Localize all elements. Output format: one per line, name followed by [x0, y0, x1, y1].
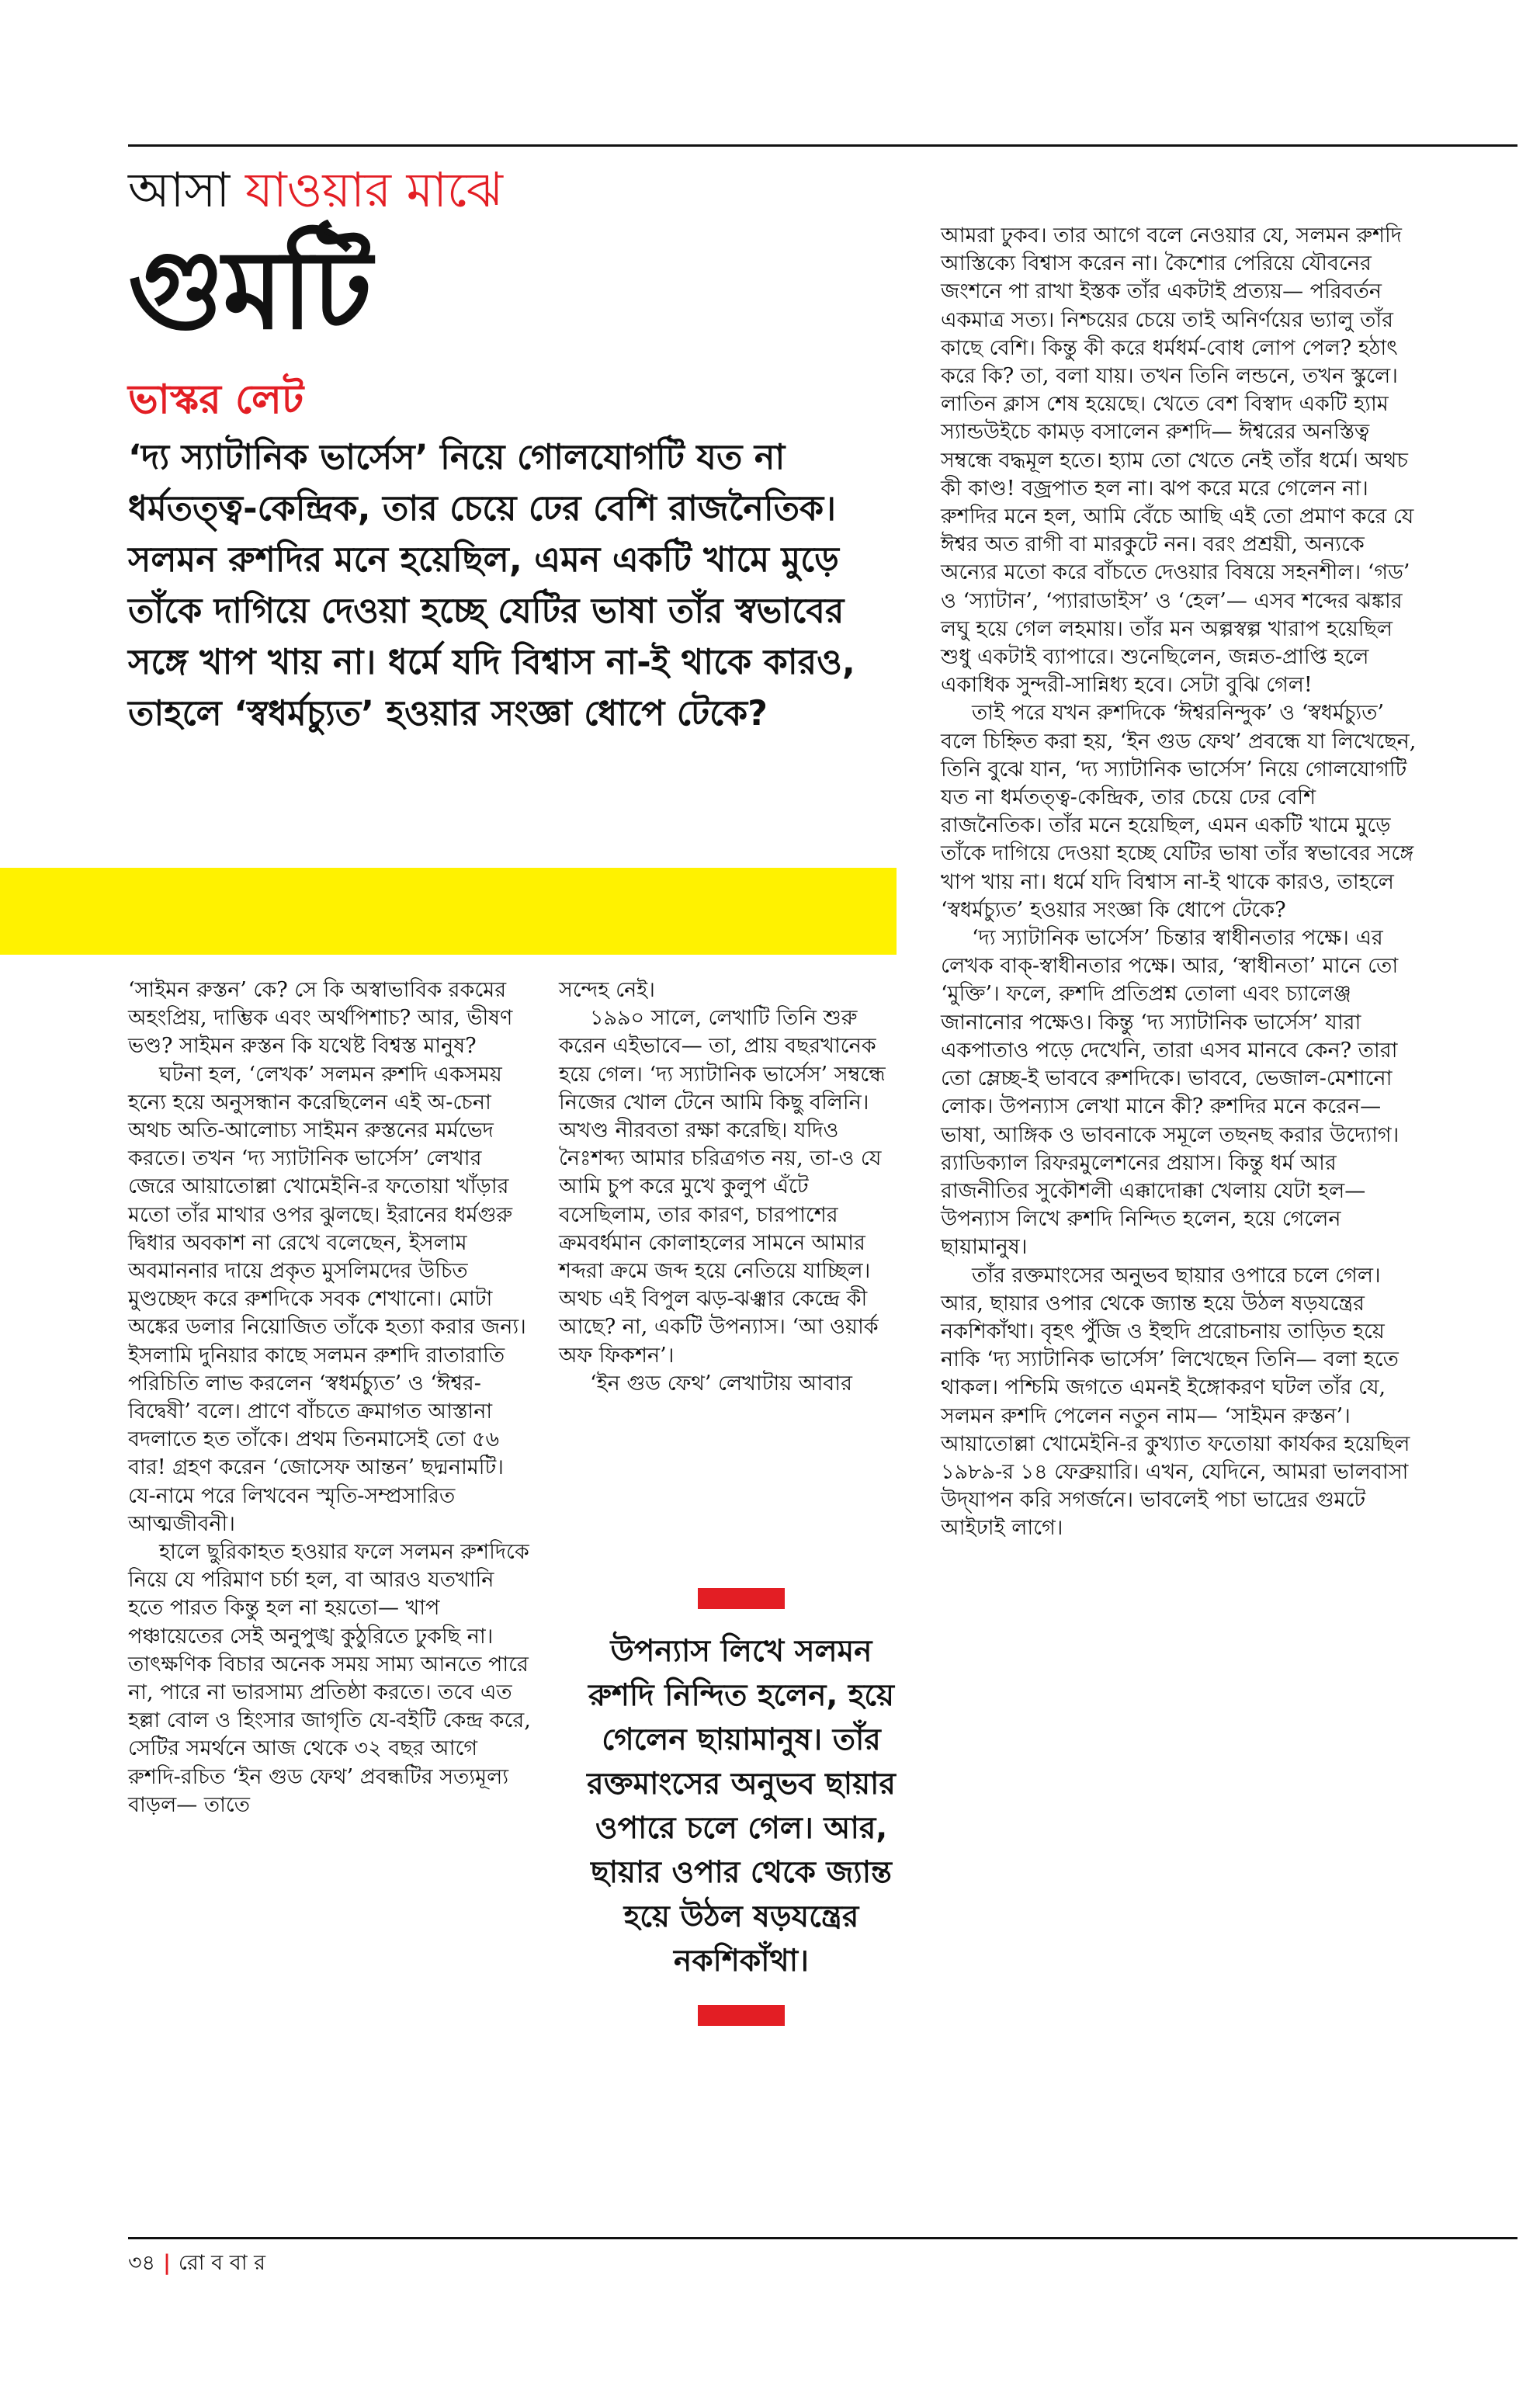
article-header — [128, 159, 904, 740]
paragraph: সন্দেহ নেই। — [559, 978, 655, 1002]
paragraph: তাই পরে যখন রুশদিকে ‘ঈশ্বরনিন্দুক’ ও ‘স্বধর্মচ্যুত’ বলে চিহ্নিত করা হয়, ‘ইন গুড ফেথ’ প্রবন্ধে যা লিখেছেন, তিনি বুঝে যান, ‘দ্য স্যাটানিক ভার্সেস’ নিয়ে গোলযোগটি যত না ধর্মতত্ত্ব-কেন্দ্রিক, তার চেয়ে ঢের বেশি রাজনৈতিক। তাঁর মনে হয়েছিল, এমন একটি খামে মুড়ে তাঁকে দাগিয়ে দেওয়া হচ্ছে যেটির ভাষা তাঁর স্বভাবের সঙ্গে খাপ খায় না। ধর্মে যদি বিশ্বাস না-ই থাকে কারও, তাহলে ‘স্বধর্মচ্যুত’ হওয়ার সংজ্ঞা কি ধোপে টেকে? — [941, 701, 1417, 922]
bottom-rule — [128, 2237, 1517, 2239]
pull-quote — [578, 1588, 904, 2026]
paragraph: ‘ইন গুড ফেথ’ লেখাটায় আবার — [590, 1371, 852, 1396]
section-kicker — [128, 159, 904, 221]
pull-quote-text: উপন্যাস লিখে সলমন রুশদি নিন্দিত হলেন, হয়ে গেলেন ছায়ামানুষ। তাঁর রক্তমাংসের অনুভব ছায়ার ওপারে চলে গেল। আর, ছায়ার ওপার থেকে জ্যান্ত হয়ে উঠল ষড়যন্ত্রের নকশিকাঁথা। — [587, 1634, 896, 1979]
page-footer — [128, 2247, 265, 2282]
paragraph: ‘দ্য স্যাটানিক ভার্সেস’ চিন্তার স্বাধীনতার পক্ষে। এর লেখক বাক্-স্বাধীনতার পক্ষে। আর, ‘স্বাধীনতা’ মানে তো ‘মুক্তি’। ফলে, রুশদি প্রতিপ্রশ্ন তোলা এবং চ্যালেঞ্জ জানানোর পক্ষেও। কিন্তু ‘দ্য স্যাটানিক ভার্সেস’ যারা একপাতাও পড়ে দেখেনি, তারা এসব মানবে কেন? তারা তো ম্লেচ্ছ-ই ভাববে রুশদিকে। ভাববে, ভেজাল-মেশানো লোক। উপন্যাস লেখা মানে কী? রুশদির মনে করেন— ভাষা, আঙ্গিক ও ভাবনাকে সমূলে তছনছ করার উদ্যোগ। র‌্যাডিক্যাল রিফরমুলেশনের প্রয়াস। কিন্তু ধর্ম আর রাজনীতির সুকৌশলী এক্কাদোক্কা খেলায় যেটা হল— উপন্যাস লিখে রুশদি নিন্দিত হলেন, হয়ে গেলেন ছায়ামানুষ। — [941, 926, 1400, 1260]
standfirst: ‘দ্য স্যাটানিক ভার্সেস’ নিয়ে গোলযোগটি যত না ধর্মতত্ত্ব-কেন্দ্রিক, তার চেয়ে ঢের বেশি রাজনৈতিক। সলমন রুশদির মনে হয়েছিল, এমন একটি খামে মুড়ে তাঁকে দাগিয়ে দেওয়া হচ্ছে যেটির ভাষা তাঁর স্বভাবের সঙ্গে খাপ খায় না। ধর্মে যদি বিশ্বাস না-ই থাকে কারও, তাহলে ‘স্বধর্মচ্যুত’ হওয়ার সংজ্ঞা ধোপে টেকে? — [128, 438, 855, 734]
footer-separator: | — [163, 2251, 171, 2275]
author-byline: ভাস্কর লেট — [128, 376, 304, 423]
kicker-part-1: আসা — [128, 161, 231, 218]
paragraph: আমরা ঢুকব। তার আগে বলে নেওয়ার যে, সলমন রুশদি আস্তিক্যে বিশ্বাস করেন না। কৈশোর পেরিয়ে যৌবনের জংশনে পা রাখা ইস্তক তাঁর একটাই প্রত্যয়— পরিবর্তন একমাত্র সত্য। নিশ্চয়ের চেয়ে তাই অনির্ণয়ের ভ্যালু তাঁর কাছে বেশি। কিন্তু কী করে ধর্মধর্ম-বোধ লোপ পেল? হঠাৎ করে কি? তা, বলা যায়। তখন তিনি লন্ডনে, তখন স্কুলে। লাতিন ক্লাস শেষ হয়েছে। খেতে বেশ বিস্বাদ একটি হ্যাম স্যান্ডউইচে কামড় বসালেন রুশদি— ঈশ্বরের অনস্তিত্ব সম্বন্ধে বদ্ধমূল হতে। হ্যাম তো খেতে নেই তাঁর ধর্মে। অথচ কী কাণ্ড! বজ্রপাত হল না। ঝপ করে মরে গেলেন না। রুশদির মনে হল, আমি বেঁচে আছি এই তো প্রমাণ করে যে ঈশ্বর অত রাগী বা মারকুটে নন। বরং প্রশ্রয়ী, অন্যকে অন্যের মতো করে বাঁচতে দেওয়ার বিষয়ে সহনশীল। ‘গড’ ও ‘স্যাটান’, ‘প্যারাডাইস’ ও ‘হেল’— এসব শব্দের ঝঙ্কার লঘু হয়ে গেল লহমায়। তাঁর মন অল্পস্বল্প খারাপ হয়েছিল শুধু একটাই ব্যাপারে। শুনেছিলেন, জন্নত-প্রাপ্তি হলে একাধিক সুন্দরী-সান্নিধ্য হবে। সেটা বুঝি গেল! — [941, 224, 1414, 698]
body-column-3 — [941, 222, 1422, 1543]
page-number: ৩৪ — [128, 2251, 156, 2275]
pull-quote-bottom-bar — [698, 2005, 785, 2026]
body-column-2 — [559, 976, 904, 1398]
decorative-yellow-bar — [0, 868, 897, 955]
article-title: গুমটি — [128, 227, 371, 354]
kicker-part-2: যাওয়ার মাঝে — [245, 161, 503, 218]
pull-quote-top-bar — [698, 1588, 785, 1609]
body-column-1 — [128, 976, 532, 1819]
magazine-name: রো ব বা র — [178, 2251, 266, 2275]
paragraph: ১৯৯০ সালে, লেখাটি তিনি শুরু করেন এইভাবে— তা, প্রায় বছরখানেক হয়ে গেল। ‘দ্য স্যাটানিক ভার্সেস’ সম্বন্ধে নিজের খোল টেনে আমি কিছু বলিনি। অখণ্ড নীরবতা রক্ষা করেছি। যদিও নৈঃশব্দ্য আমার চরিত্রগত নয়, তা-ও যে আমি চুপ করে মুখে কুলুপ এঁটে বসেছিলাম, তার কারণ, চারপাশের ক্রমবর্ধমান কোলাহলের সামনে আমার শব্দরা ক্রমে জব্দ হয়ে নেতিয়ে যাচ্ছিল। অথচ এই বিপুল ঝড়-ঝঞ্ঝার কেন্দ্রে কী আছে? না, একটি উপন্যাস। ‘আ ওয়ার্ক অফ ফিকশন’। — [559, 1006, 886, 1368]
paragraph: তাঁর রক্তমাংসের অনুভব ছায়ার ওপারে চলে গেল। আর, ছায়ার ওপার থেকে জ্যান্ত হয়ে উঠল ষড়যন্ত্রের নকশিকাঁথা। বৃহৎ পুঁজি ও ইহুদি প্ররোচনায় তাড়িত হয়ে নাকি ‘দ্য স্যাটানিক ভার্সেস’ লিখেছেন তিনি— বলা হতে থাকল। পশ্চিমি জগতে এমনই ইঙ্গোকরণ ঘটল তাঁর যে, সলমন রুশদি পেলেন নতুন নাম— ‘সাইমন রুস্তন’। আয়াতোল্লা খোমেইনি-র কুখ্যাত ফতোয়া কার্যকর হয়েছিল ১৯৮৯-র ১৪ ফেব্রুয়ারি। এখন, যেদিনে, আমরা ভালবাসা উদ্‌যাপন করি সগর্জনে। ভাবলেই পচা ভাদ্রের গুমটে আইঢাই লাগে। — [941, 1263, 1410, 1541]
paragraph: হালে ছুরিকাহত হওয়ার ফলে সলমন রুশদিকে নিয়ে যে পরিমাণ চর্চা হল, বা আরও যতখানি হতে পারত কিন্তু হল না হয়তো— খাপ পঞ্চায়েতের সেই অনুপুঙ্খ কুঠুরিতে ঢুকছি না। তাৎক্ষণিক বিচার অনেক সময় সাম্য আনতে পারে না, পারে না ভারসাম্য প্রতিষ্ঠা করতে। তবে এত হল্লা বোল ও হিংসার জাগৃতি যে-বইটি কেন্দ্র করে, সেটির সমর্থনে আজ থেকে ৩২ বছর আগে রুশদি-রচিত ‘ইন গুড ফেথ’ প্রবন্ধটির সত্যমূল্য বাড়ল— তাতে — [128, 1540, 531, 1817]
paragraph: ঘটনা হল, ‘লেখক’ সলমন রুশদি একসময় হন্যে হয়ে অনুসন্ধান করেছিলেন এই অ-চেনা অথচ অতি-আলোচ্য সাইমন রুস্তনের মর্মভেদ করতে। তখন ‘দ্য স্যাটানিক ভার্সেস’ লেখার জেরে আয়াতোল্লা খোমেইনি-র ফতোয়া খাঁড়ার মতো তাঁর মাথার ওপর ঝুলছে। ইরানের ধর্মগুরু দ্বিধার অবকাশ না রেখে বলেছেন, ইসলাম অবমাননার দায়ে প্রকৃত মুসলিমদের উচিত মুণ্ডচ্ছেদ করে রুশদিকে সবক শেখানো। মোটা অঙ্কের ডলার নিয়োজিত তাঁকে হত্যা করার জন্য। ইসলামি দুনিয়ার কাছে সলমন রুশদি রাতারাতি পরিচিতি লাভ করলেন ‘স্বধর্মচ্যুত’ ও ‘ঈশ্বর-বিদ্বেষী’ বলে। প্রাণে বাঁচতে ক্রমাগত আস্তানা বদলাতে হত তাঁকে। প্রথম তিনমাসেই তো ৫৬ বার! গ্রহণ করেন ‘জোসেফ আন্তন’ ছদ্মনামটি। যে-নামে পরে লিখবেন স্মৃতি-সম্প্রসারিত আত্মজীবনী। — [128, 1062, 526, 1536]
paragraph: ‘সাইমন রুস্তন’ কে? সে কি অস্বাভাবিক রকমের অহংপ্রিয়, দাম্ভিক এবং অর্থপিশাচ? আর, ভীষণ ভণ্ড? সাইমন রুস্তন কি যথেষ্ট বিশ্বস্ত মানুষ? — [128, 978, 513, 1059]
top-rule — [128, 144, 1517, 147]
